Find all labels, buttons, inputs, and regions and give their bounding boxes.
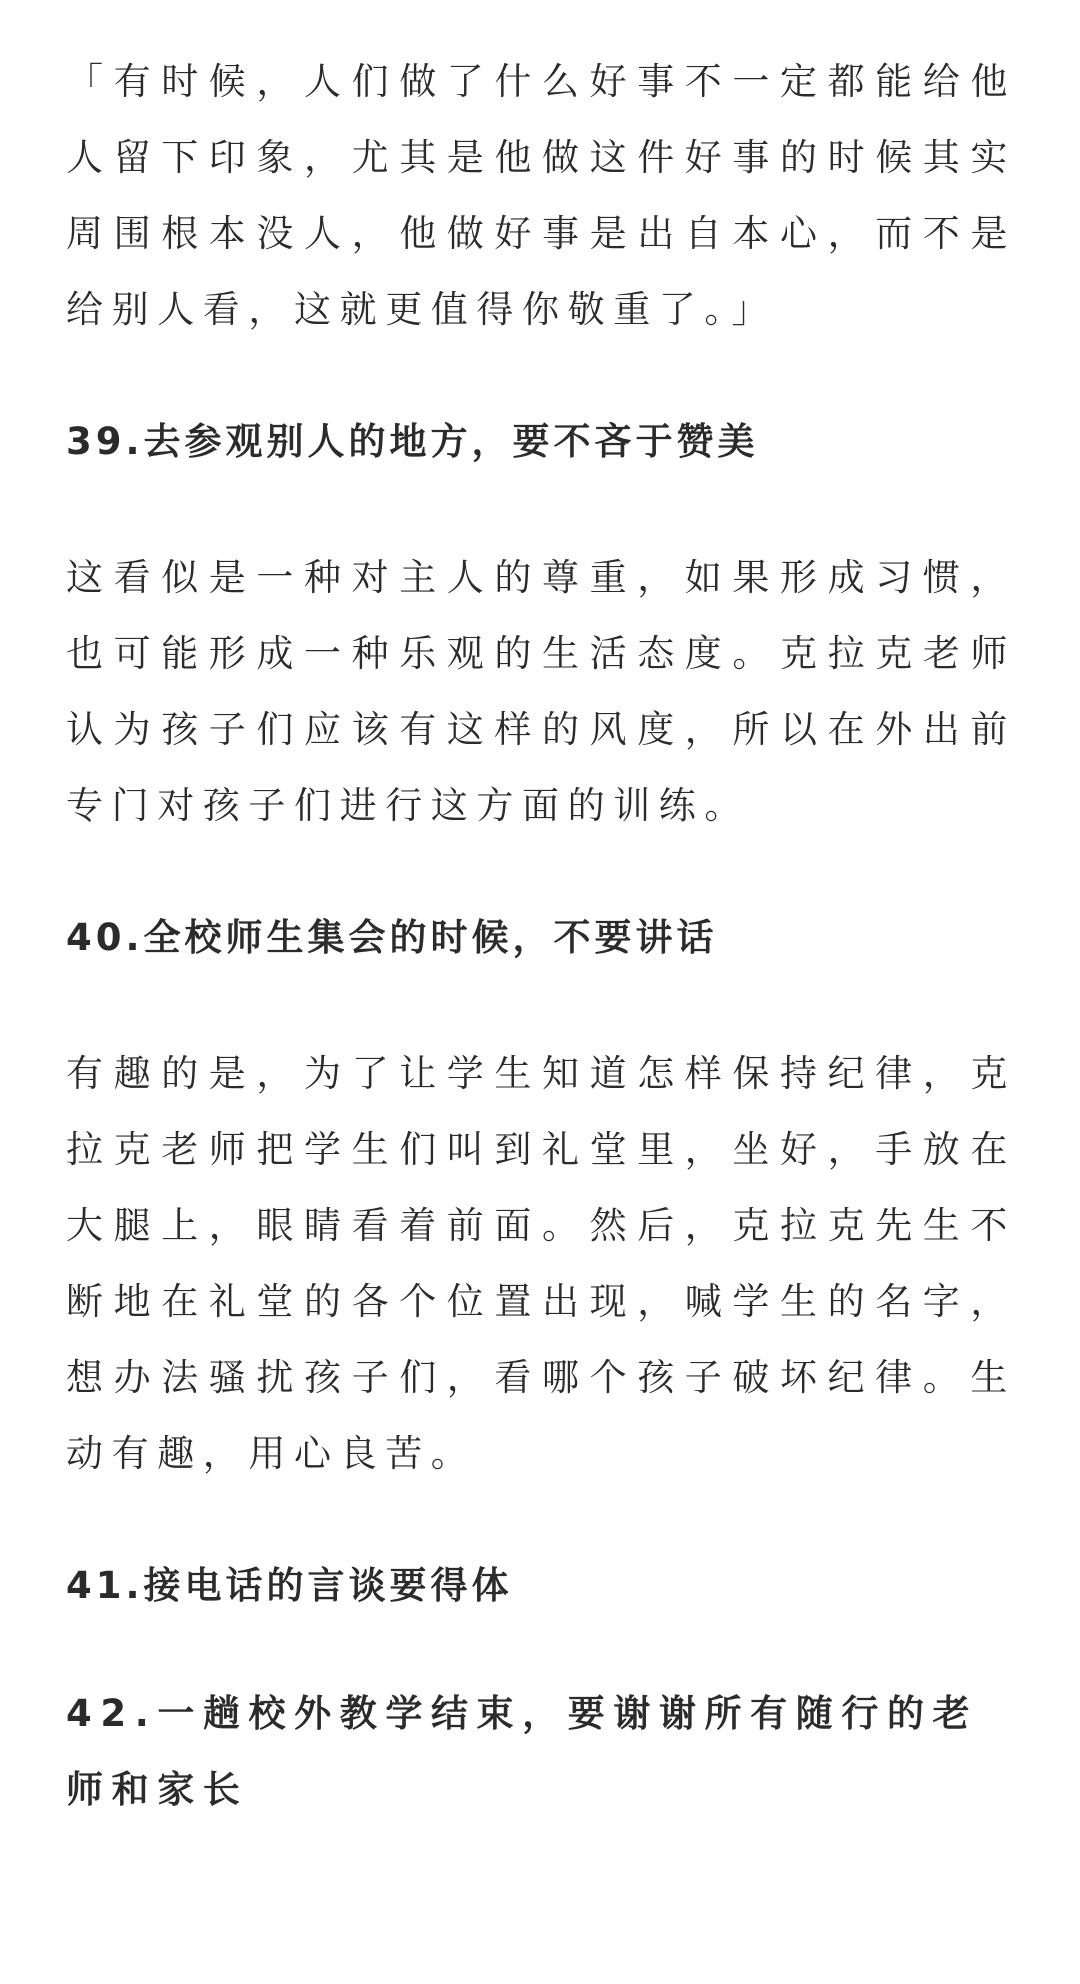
- paragraph-rule-39-body: 这看似是一种对主人的尊重，如果形成习惯，也可能形成一种乐观的生活态度。克拉克老师认为孩子们应该有这样的风度，所以在外出前专门对孩子们进行这方面的训练。: [66, 556, 1016, 827]
- heading-rule-42: 42.一趟校外教学结束，要谢谢所有随行的老师和家长: [66, 1692, 979, 1811]
- heading-rule-41: 41.接电话的言谈要得体: [66, 1564, 513, 1607]
- paragraph-respect-good-deeds: 「有时候，人们做了什么好事不一定都能给他人留下印象，尤其是他做这件好事的时候其实周围根本没人，他做好事是出自本心，而不是给别人看，这就更值得你敬重了。」: [66, 60, 1016, 331]
- paragraph-rule-40-body: 有趣的是，为了让学生知道怎样保持纪律，克拉克老师把学生们叫到礼堂里，坐好，手放在大腿上，眼睛看着前面。然后，克拉克先生不断地在礼堂的各个位置出现，喊学生的名字，想办法骚扰孩子们，看哪个孩子破坏纪律。生动有趣，用心良苦。: [66, 1052, 1016, 1475]
- heading-rule-40: 40.全校师生集会的时候，不要讲话: [66, 916, 718, 959]
- heading-rule-39: 39.去参观别人的地方，要不吝于赞美: [66, 420, 759, 463]
- article-body: [66, 0, 1016, 1828]
